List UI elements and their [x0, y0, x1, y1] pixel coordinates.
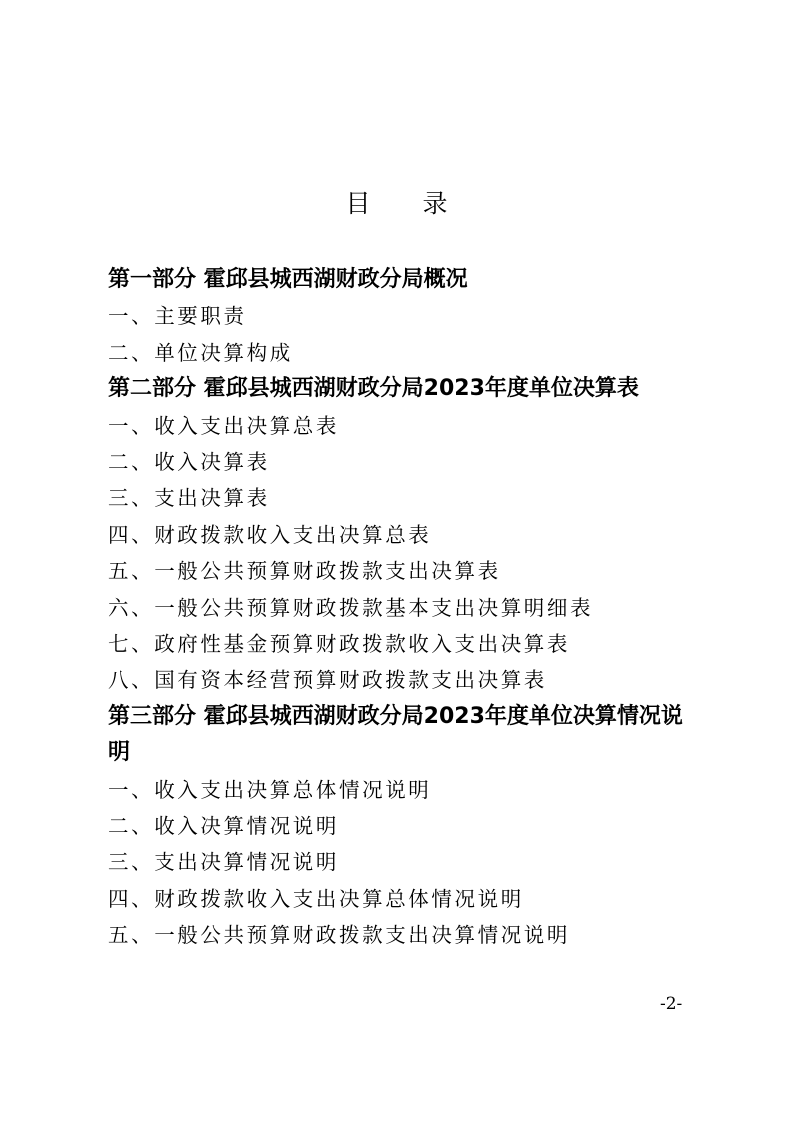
- toc-item: 一、主要职责: [108, 304, 247, 329]
- toc-item: 三、支出决算表: [108, 486, 270, 511]
- toc-item: 五、一般公共预算财政拨款支出决算表: [108, 559, 501, 584]
- toc-part-1: 第一部分 霍邱县城西湖财政分局概况: [108, 267, 468, 292]
- toc-item: 一、收入支出决算总表: [108, 413, 339, 438]
- toc-item: 七、政府性基金预算财政拨款收入支出决算表: [108, 631, 570, 656]
- toc-item: 二、收入决算表: [108, 449, 270, 474]
- table-of-contents: [108, 262, 708, 953]
- toc-item: 五、一般公共预算财政拨款支出决算情况说明: [108, 923, 570, 948]
- toc-item: 八、国有资本经营预算财政拨款支出决算表: [108, 668, 547, 693]
- page-title: 目 录: [345, 189, 470, 218]
- toc-item: 三、支出决算情况说明: [108, 850, 339, 875]
- toc-item: 四、财政拨款收入支出决算总体情况说明: [108, 886, 524, 911]
- toc-item: 六、一般公共预算财政拨款基本支出决算明细表: [108, 595, 594, 620]
- toc-item: 二、收入决算情况说明: [108, 813, 339, 838]
- toc-item: 四、财政拨款收入支出决算总表: [108, 522, 432, 547]
- toc-part-3: 第三部分 霍邱县城西湖财政分局2023年度单位决算情况说明: [108, 703, 683, 766]
- toc-part-2: 第二部分 霍邱县城西湖财政分局2023年度单位决算表: [108, 376, 639, 402]
- toc-item: 二、单位决算构成: [108, 340, 293, 365]
- toc-item: 一、收入支出决算总体情况说明: [108, 777, 432, 802]
- page-number: -2-: [660, 994, 683, 1014]
